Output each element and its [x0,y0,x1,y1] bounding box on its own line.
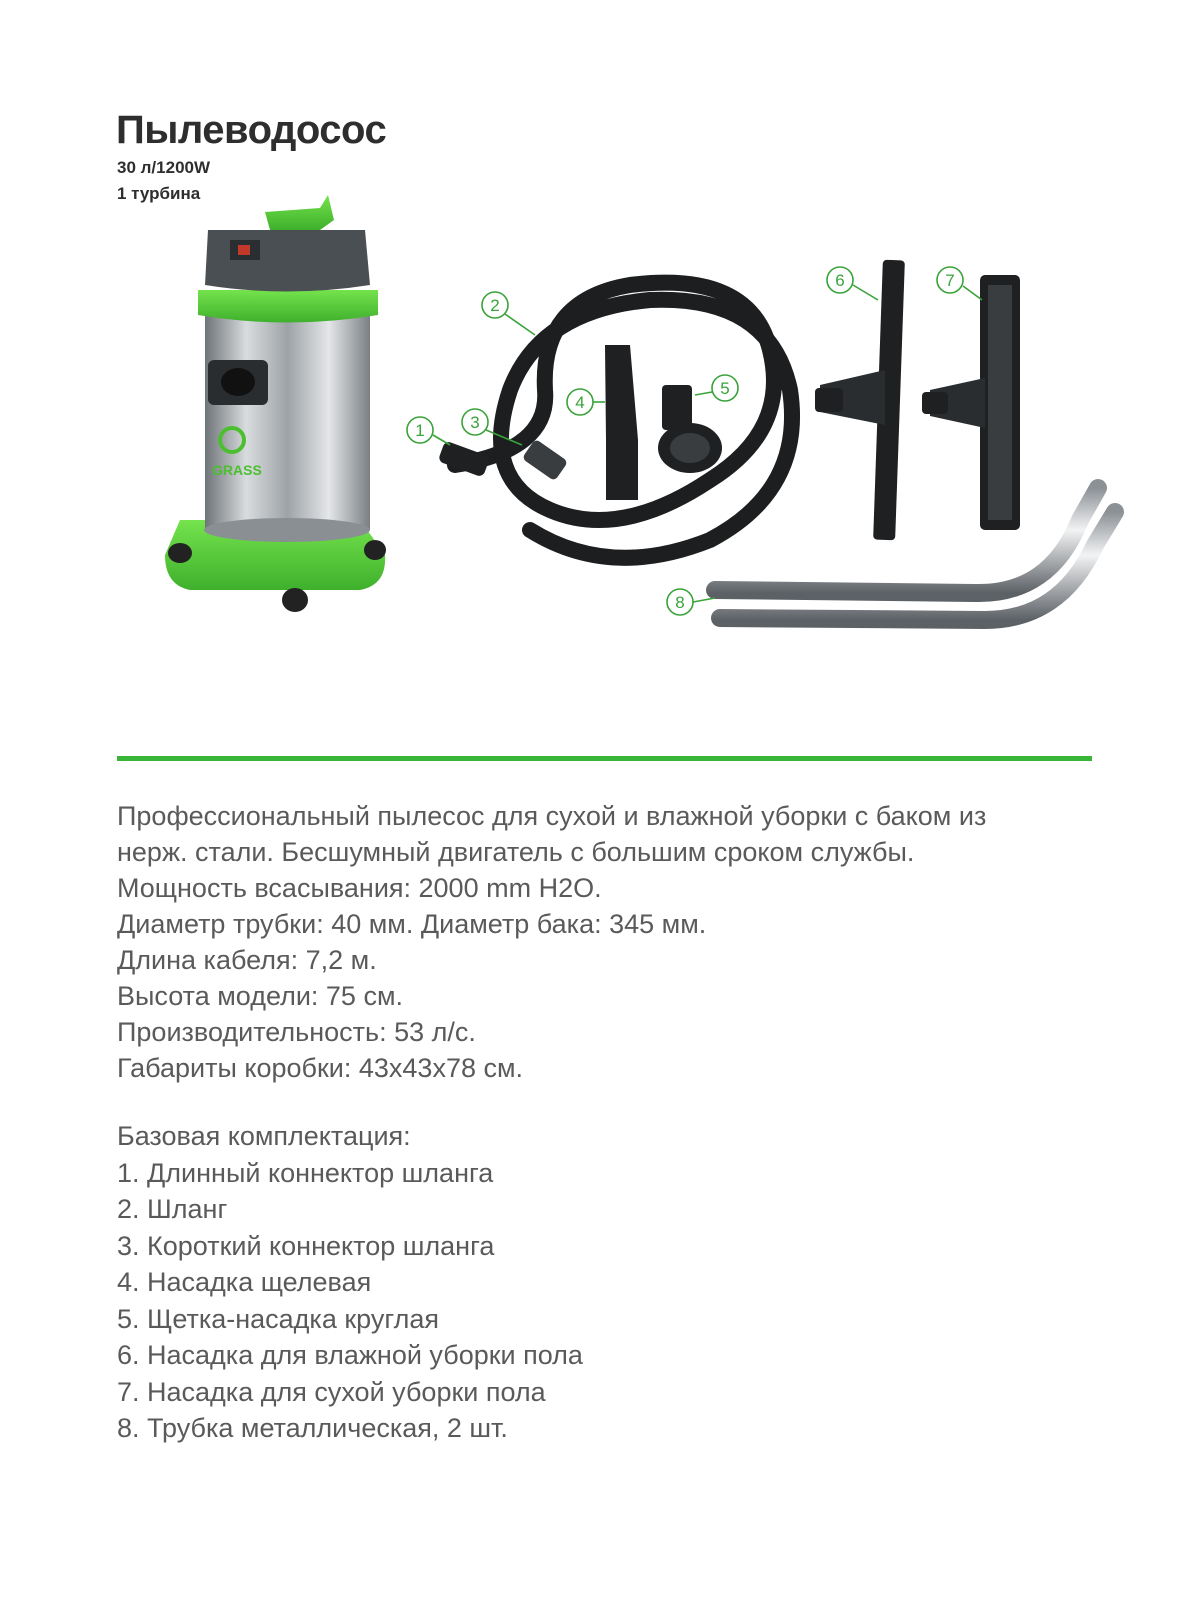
kit-item: 8. Трубка металлическая, 2 шт. [117,1413,508,1443]
grass-logo-text: GRASS [212,462,262,478]
product-title: Пылеводосос [116,108,387,152]
kit-item: 6. Насадка для влажной уборки пола [117,1340,583,1370]
kit-item: 1. Длинный коннектор шланга [117,1157,494,1188]
product-illustration [150,190,1150,660]
description-line: Мощность всасывания: 2000 mm H2O. [117,873,602,903]
callout-1: 1 [415,421,425,440]
description-line: Габариты коробки: 43х43х78 см. [117,1053,524,1083]
description-line: Высота модели: 75 см. [117,981,404,1011]
callout-6: 6 [835,271,845,290]
kit-heading: Базовая комплектация: [117,1121,411,1151]
long-connector-icon [438,440,491,477]
description-line: нерж. стали. Бесшумный двигатель с большим сроком службы. [117,837,915,867]
crevice-nozzle-icon [605,345,638,500]
product-description [117,798,1117,1086]
description-line: Длина кабеля: 7,2 м. [117,945,377,975]
description-line: Профессиональный пылесос для сухой и влажной уборки с баком из [117,801,987,831]
callout-7: 7 [945,271,955,290]
dry-floor-nozzle-icon [922,275,1020,530]
callout-3: 3 [470,413,480,432]
callout-5: 5 [720,379,730,398]
kit-item: 3. Короткий коннектор шланга [117,1230,495,1261]
callout-8: 8 [675,593,685,612]
description-line: Диаметр трубки: 40 мм. Диаметр бака: 345 мм. [117,909,707,939]
section-divider [117,756,1092,761]
callout-4: 4 [575,393,585,412]
callout-2: 2 [490,296,500,315]
kit-item: 4. Насадка щелевая [117,1267,372,1297]
description-line: Производительность: 53 л/с. [117,1017,476,1047]
wet-floor-nozzle-icon [815,260,905,541]
kit-item: 7. Насадка для сухой уборки пола [117,1376,546,1407]
metal-tubes-icon [715,488,1115,620]
product-turbine-count: 1 турбина [117,184,201,203]
product-capacity-power: 30 л/1200W [117,158,211,177]
kit-item: 2. Шланг [117,1194,228,1224]
round-brush-icon [658,385,722,473]
kit-list [117,1118,1117,1447]
vacuum-cleaner-icon [165,195,386,612]
kit-item: 5. Щетка-насадка круглая [117,1303,440,1334]
